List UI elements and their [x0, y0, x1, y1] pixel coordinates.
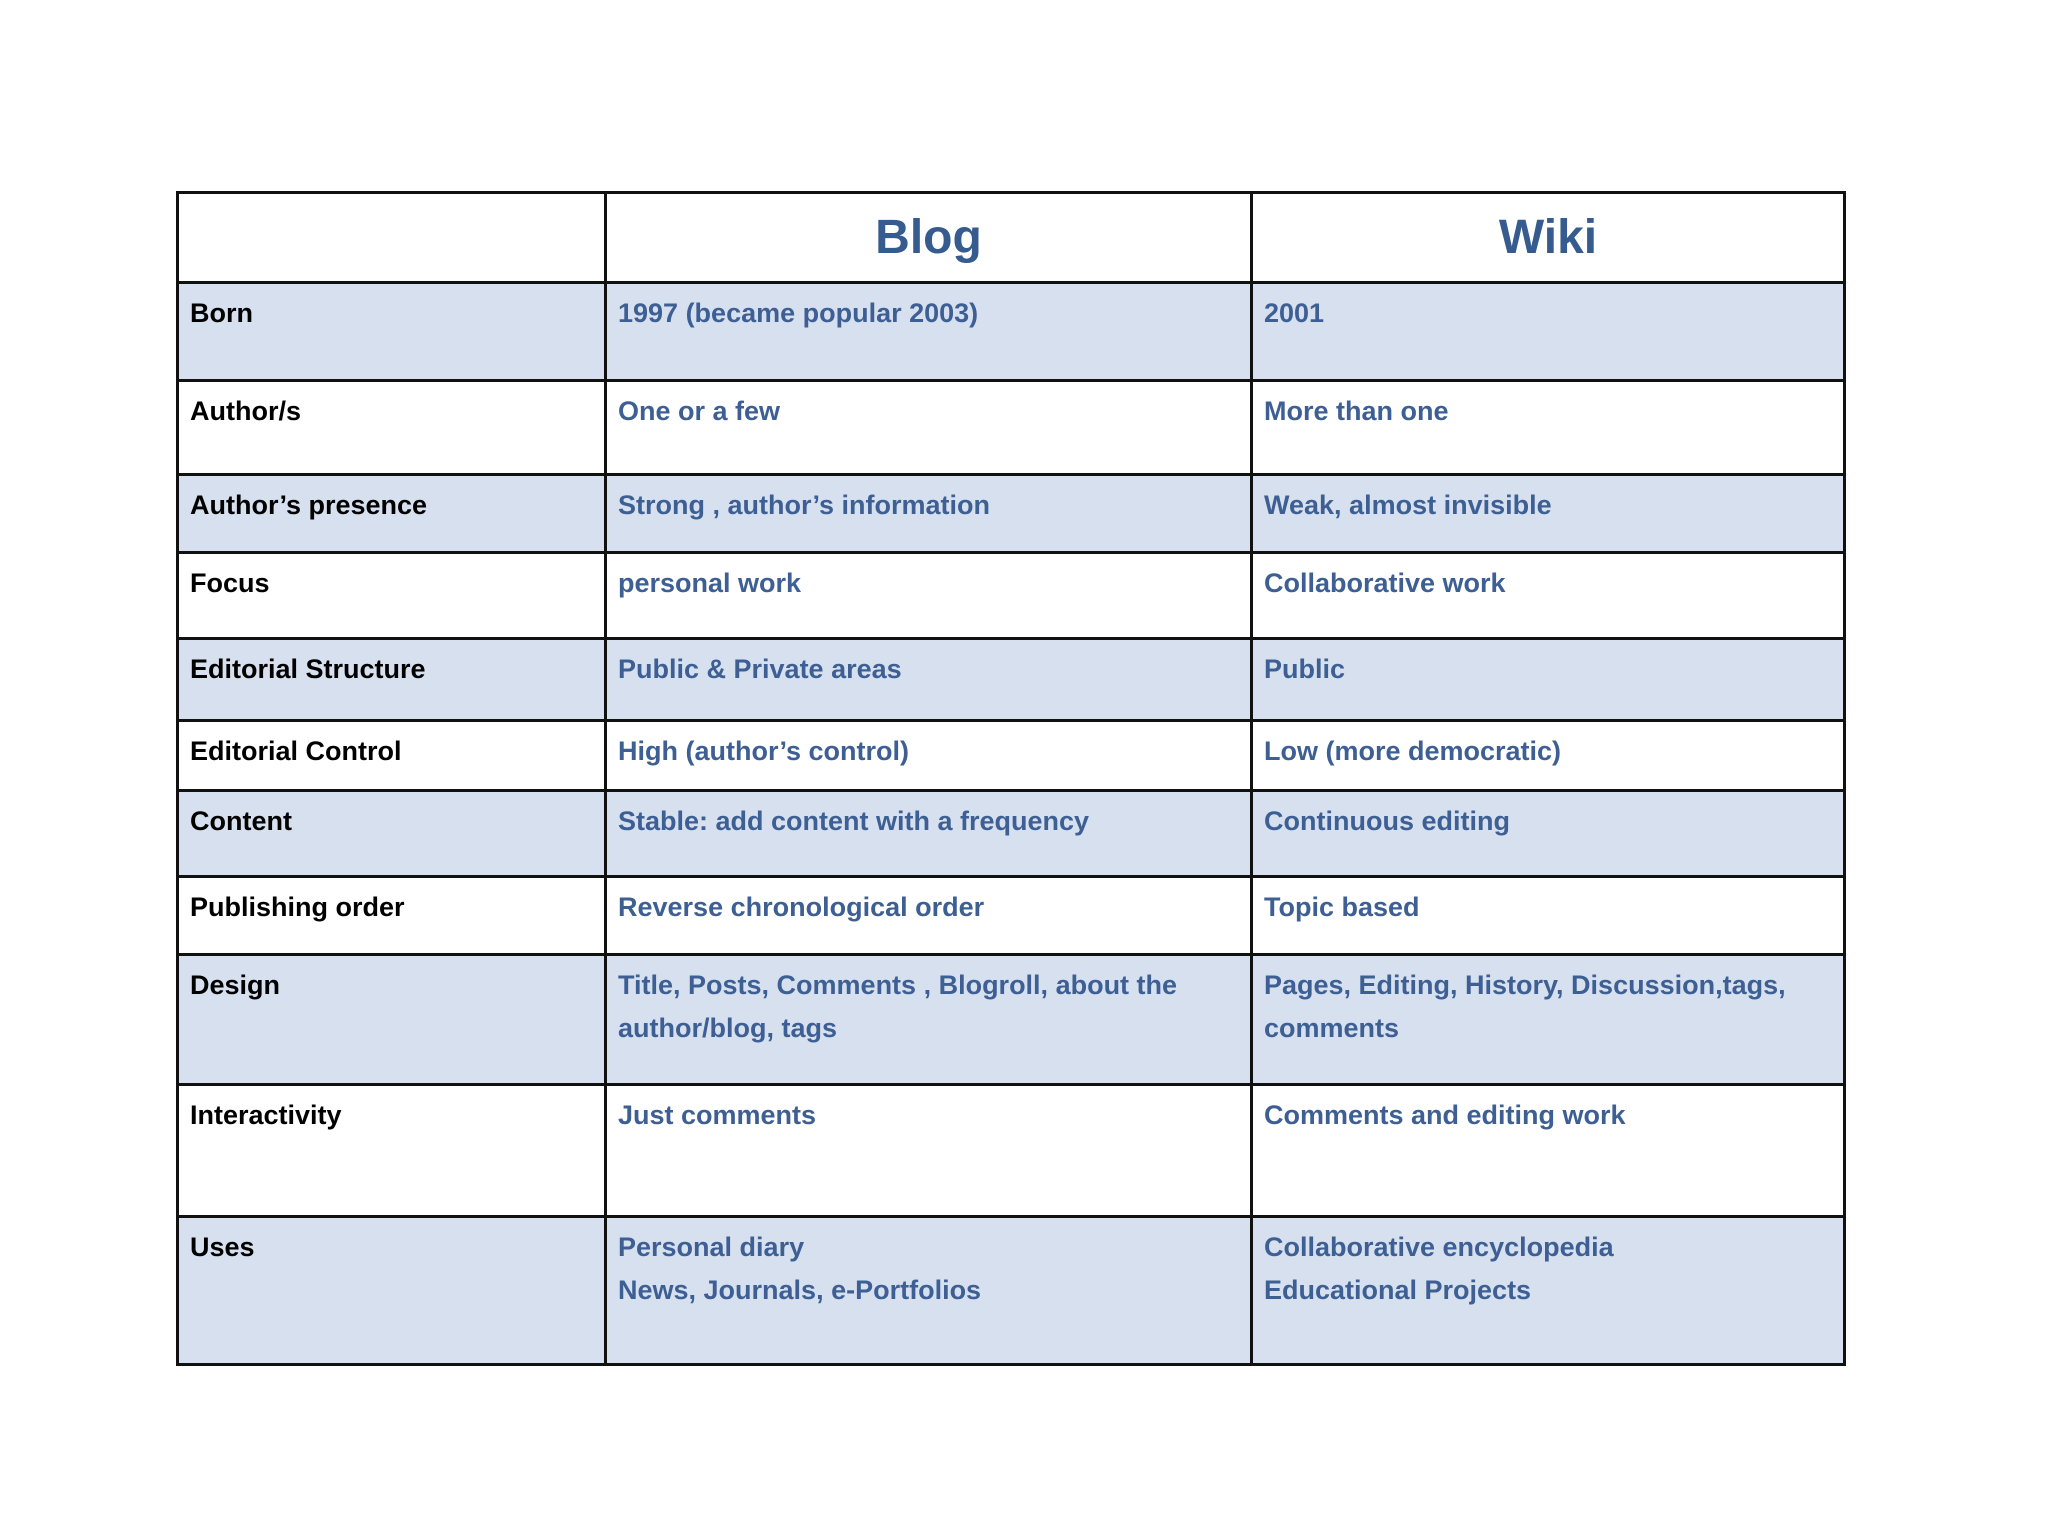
row-label: Author/s: [178, 381, 606, 475]
table-row: [178, 475, 1845, 553]
row-label: Author’s presence: [178, 475, 606, 553]
wiki-cell-text: Pages, Editing, History, Discussion,tags, comments: [1264, 970, 1786, 1043]
blog-cell: [606, 791, 1252, 877]
wiki-cell-text: Educational Projects: [1264, 1275, 1532, 1305]
header-blog: Blog: [606, 193, 1252, 283]
row-label: Editorial Structure: [178, 639, 606, 721]
table-row: [178, 721, 1845, 791]
wiki-cell-text: Comments and editing work: [1264, 1100, 1626, 1130]
table-row: [178, 553, 1845, 639]
blog-cell-text: personal work: [618, 568, 802, 598]
table-header-row: [178, 193, 1845, 283]
row-label: Interactivity: [178, 1085, 606, 1217]
wiki-cell: [1252, 791, 1845, 877]
table-body: [178, 283, 1845, 1365]
blog-cell: [606, 283, 1252, 381]
wiki-cell-text: Low (more democratic): [1264, 736, 1562, 766]
wiki-cell-text: More than one: [1264, 396, 1449, 426]
table-row: [178, 877, 1845, 955]
blog-cell-text: News, Journals, e-Portfolios: [618, 1275, 982, 1305]
blog-cell-text: 1997 (became popular 2003): [618, 298, 979, 328]
blog-cell: [606, 877, 1252, 955]
blog-cell: [606, 553, 1252, 639]
blog-cell: [606, 1085, 1252, 1217]
blog-cell-text: Strong , author’s information: [618, 490, 990, 520]
blog-cell-text: Public & Private areas: [618, 654, 902, 684]
header-empty-cell: [178, 193, 606, 283]
wiki-cell-text: Public: [1264, 654, 1346, 684]
wiki-cell: [1252, 381, 1845, 475]
blog-cell: [606, 721, 1252, 791]
wiki-cell: [1252, 1217, 1845, 1365]
row-label: Editorial Control: [178, 721, 606, 791]
row-label: Uses: [178, 1217, 606, 1365]
wiki-cell: [1252, 553, 1845, 639]
header-wiki: Wiki: [1252, 193, 1845, 283]
table-row: [178, 791, 1845, 877]
wiki-cell: [1252, 955, 1845, 1085]
blog-wiki-comparison-table: [176, 191, 1846, 1366]
blog-cell-text: Reverse chronological order: [618, 892, 985, 922]
wiki-cell-text: 2001: [1264, 298, 1325, 328]
blog-cell-text: Just comments: [618, 1100, 817, 1130]
blog-cell-text: High (author’s control): [618, 736, 909, 766]
wiki-cell: [1252, 475, 1845, 553]
blog-cell: [606, 639, 1252, 721]
blog-cell: [606, 475, 1252, 553]
table-row: [178, 1085, 1845, 1217]
wiki-cell-text: Collaborative work: [1264, 568, 1506, 598]
blog-cell-text: Stable: add content with a frequency: [618, 806, 1090, 836]
row-label: Born: [178, 283, 606, 381]
table-row: [178, 381, 1845, 475]
blog-cell: [606, 381, 1252, 475]
table-row: [178, 955, 1845, 1085]
wiki-cell: [1252, 877, 1845, 955]
wiki-cell: [1252, 721, 1845, 791]
wiki-cell-text: Topic based: [1264, 892, 1420, 922]
wiki-cell-text: Weak, almost invisible: [1264, 490, 1552, 520]
blog-cell-text: Personal diary: [618, 1232, 805, 1262]
row-label: Focus: [178, 553, 606, 639]
wiki-cell: [1252, 1085, 1845, 1217]
blog-cell: [606, 1217, 1252, 1365]
table-row: [178, 283, 1845, 381]
blog-cell-text: One or a few: [618, 396, 781, 426]
wiki-cell: [1252, 639, 1845, 721]
wiki-cell-text: Collaborative encyclopedia: [1264, 1232, 1614, 1262]
wiki-cell-text: Continuous editing: [1264, 806, 1510, 836]
blog-cell: [606, 955, 1252, 1085]
blog-cell-text: Title, Posts, Comments , Blogroll, about the author/blog, tags: [618, 970, 1178, 1043]
row-label: Design: [178, 955, 606, 1085]
table-row: [178, 1217, 1845, 1365]
row-label: Content: [178, 791, 606, 877]
wiki-cell: [1252, 283, 1845, 381]
table-row: [178, 639, 1845, 721]
row-label: Publishing order: [178, 877, 606, 955]
